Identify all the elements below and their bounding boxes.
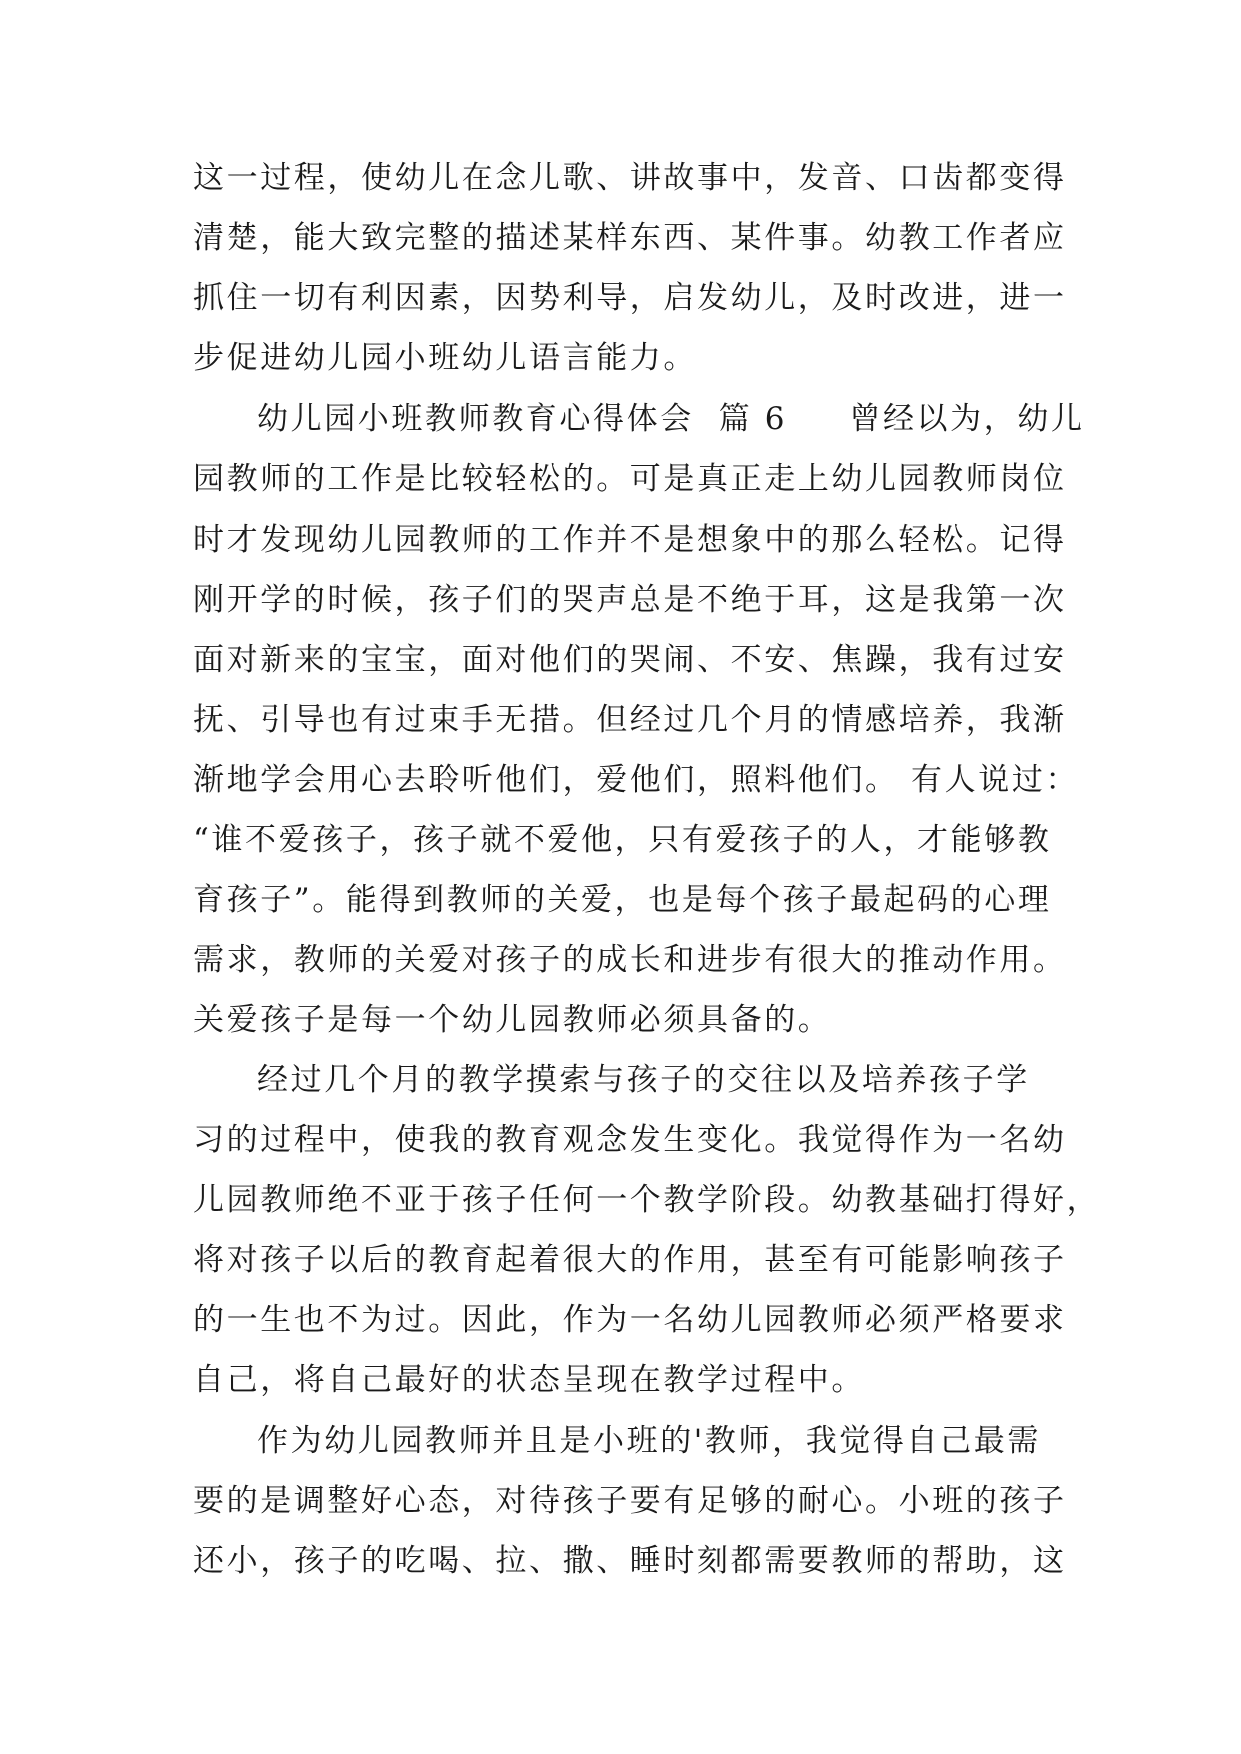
text-line: 渐地学会用心去聆听他们，爱他们，照料他们。 有人说过： xyxy=(193,762,1080,798)
text-line: 抓住一切有利因素，因势利导，启发幼儿，及时改进，进一 xyxy=(193,280,1067,316)
text-line: 的一生也不为过。因此，作为一名幼儿园教师必须严格要求 xyxy=(193,1302,1067,1338)
text-line: 面对新来的宝宝，面对他们的哭闹、不安、焦躁，我有过安 xyxy=(193,642,1067,678)
text-line: 关爱孩子是每一个幼儿园教师必须具备的。 xyxy=(193,1002,832,1038)
section-heading-line: 幼儿园小班教师教育心得体会 篇 6 曾经以为，幼儿 xyxy=(257,401,1085,437)
paragraph-first-line: 经过几个月的教学摸索与孩子的交往以及培养孩子学 xyxy=(257,1062,1030,1098)
text-line: 还小，孩子的吃喝、拉、撒、睡时刻都需要教师的帮助，这 xyxy=(193,1543,1067,1579)
text-line: 需求，教师的关爱对孩子的成长和进步有很大的推动作用。 xyxy=(193,942,1067,978)
text-line: “谁不爱孩子，孩子就不爱他，只有爱孩子的人，才能够教 xyxy=(193,822,1052,858)
text-line: 习的过程中，使我的教育观念发生变化。我觉得作为一名幼 xyxy=(193,1122,1067,1158)
text-line: 育孩子”。能得到教师的关爱，也是每个孩子最起码的心理 xyxy=(193,882,1052,918)
text-line: 步促进幼儿园小班幼儿语言能力。 xyxy=(193,340,697,376)
text-line: 刚开学的时候，孩子们的哭声总是不绝于耳，这是我第一次 xyxy=(193,582,1067,618)
paragraph-first-line: 作为幼儿园教师并且是小班的'教师，我觉得自己最需 xyxy=(257,1423,1041,1459)
text-line: 儿园教师绝不亚于孩子任何一个教学阶段。幼教基础打得好， xyxy=(193,1182,1101,1218)
text-line: 这一过程，使幼儿在念儿歌、讲故事中，发音、口齿都变得 xyxy=(193,160,1067,196)
text-line: 时才发现幼儿园教师的工作并不是想象中的那么轻松。记得 xyxy=(193,522,1067,558)
text-line: 园教师的工作是比较轻松的。可是真正走上幼儿园教师岗位 xyxy=(193,461,1067,497)
text-line: 要的是调整好心态，对待孩子要有足够的耐心。小班的孩子 xyxy=(193,1483,1067,1519)
text-line: 将对孩子以后的教育起着很大的作用，甚至有可能影响孩子 xyxy=(193,1242,1067,1278)
text-line: 自己，将自己最好的状态呈现在教学过程中。 xyxy=(193,1362,865,1398)
text-line: 抚、引导也有过束手无措。但经过几个月的情感培养，我渐 xyxy=(193,702,1067,738)
text-line: 清楚，能大致完整的描述某样东西、某件事。幼教工作者应 xyxy=(193,220,1067,256)
